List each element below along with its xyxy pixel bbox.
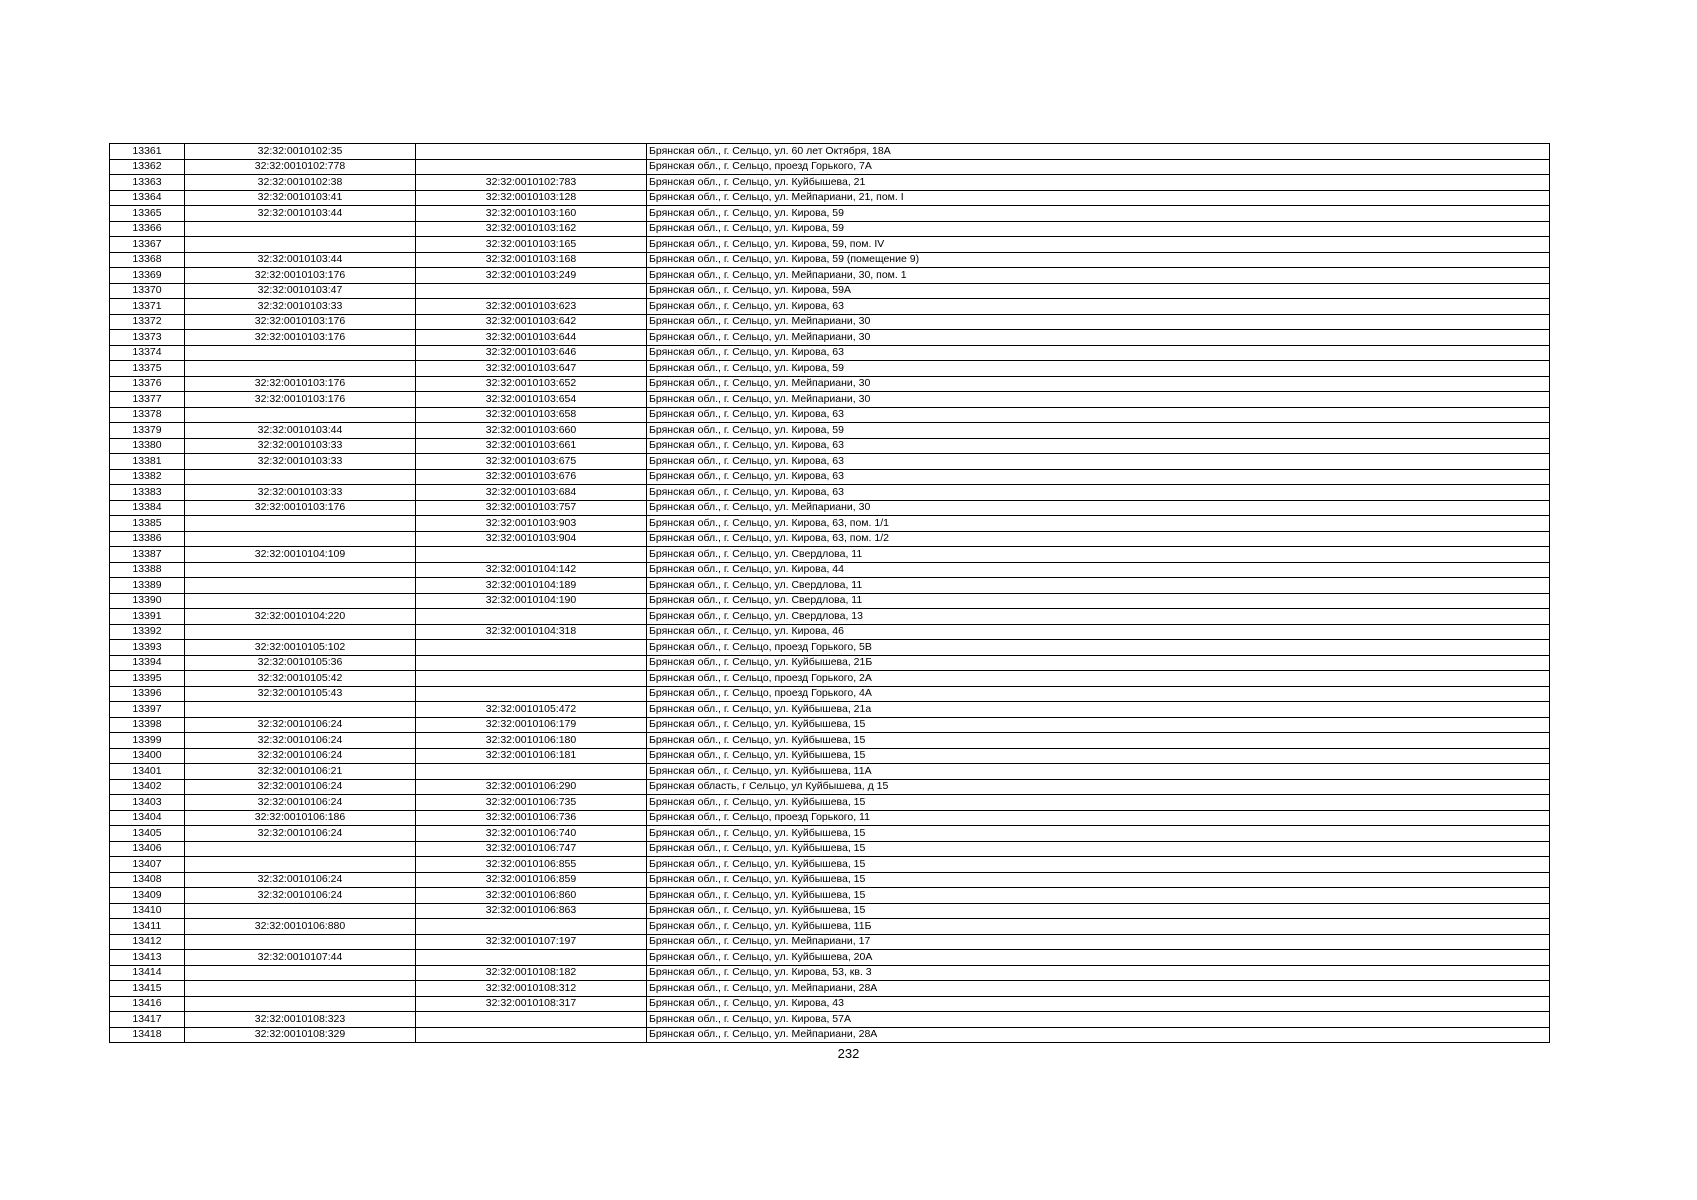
address-cell: Брянская обл., г. Сельцо, проезд Горького, 4А [647, 686, 1550, 702]
record-number-cell: 13389 [110, 578, 185, 594]
address-cell: Брянская обл., г. Сельцо, проезд Горького, 11 [647, 810, 1550, 826]
address-cell: Брянская обл., г. Сельцо, ул. Кирова, 59 (помещение 9) [647, 252, 1550, 268]
address-cell: Брянская обл., г. Сельцо, ул. Кирова, 53, кв. 3 [647, 965, 1550, 981]
parcel-cadastral-number-cell: 32:32:0010108:329 [185, 1027, 416, 1043]
object-cadastral-number-cell: 32:32:0010103:904 [416, 531, 647, 547]
object-cadastral-number-cell: 32:32:0010103:757 [416, 500, 647, 516]
parcel-cadastral-number-cell: 32:32:0010106:24 [185, 872, 416, 888]
table-row [110, 779, 1550, 795]
parcel-cadastral-number-cell: 32:32:0010106:24 [185, 795, 416, 811]
address-cell: Брянская обл., г. Сельцо, ул. Куйбышева, 15 [647, 888, 1550, 904]
parcel-cadastral-number-cell: 32:32:0010108:323 [185, 1012, 416, 1028]
object-cadastral-number-cell [416, 547, 647, 563]
address-cell: Брянская обл., г. Сельцо, ул. Куйбышева, 15 [647, 857, 1550, 873]
table-row [110, 686, 1550, 702]
address-cell: Брянская обл., г. Сельцо, ул. Куйбышева, 15 [647, 733, 1550, 749]
table-row [110, 981, 1550, 997]
table-row [110, 934, 1550, 950]
parcel-cadastral-number-cell: 32:32:0010103:33 [185, 485, 416, 501]
record-number-cell: 13414 [110, 965, 185, 981]
record-number-cell: 13379 [110, 423, 185, 439]
record-number-cell: 13405 [110, 826, 185, 842]
parcel-cadastral-number-cell: 32:32:0010102:778 [185, 159, 416, 175]
address-cell: Брянская обл., г. Сельцо, ул. Куйбышева, 20А [647, 950, 1550, 966]
parcel-cadastral-number-cell: 32:32:0010106:24 [185, 748, 416, 764]
address-cell: Брянская обл., г. Сельцо, ул. Куйбышева, 15 [647, 795, 1550, 811]
parcel-cadastral-number-cell [185, 857, 416, 873]
object-cadastral-number-cell [416, 609, 647, 625]
record-number-cell: 13380 [110, 438, 185, 454]
table-row [110, 345, 1550, 361]
object-cadastral-number-cell: 32:32:0010108:182 [416, 965, 647, 981]
parcel-cadastral-number-cell: 32:32:0010103:33 [185, 299, 416, 315]
parcel-cadastral-number-cell [185, 702, 416, 718]
address-cell: Брянская обл., г. Сельцо, ул. Мейпариани, 30 [647, 392, 1550, 408]
address-cell: Брянская обл., г. Сельцо, ул. Куйбышева, 15 [647, 903, 1550, 919]
parcel-cadastral-number-cell: 32:32:0010105:42 [185, 671, 416, 687]
address-cell: Брянская обл., г. Сельцо, ул. Кирова, 44 [647, 562, 1550, 578]
table-row [110, 190, 1550, 206]
object-cadastral-number-cell: 32:32:0010108:312 [416, 981, 647, 997]
parcel-cadastral-number-cell: 32:32:0010105:102 [185, 640, 416, 656]
parcel-cadastral-number-cell: 32:32:0010103:33 [185, 438, 416, 454]
address-cell: Брянская обл., г. Сельцо, ул. Кирова, 63 [647, 407, 1550, 423]
parcel-cadastral-number-cell: 32:32:0010103:44 [185, 423, 416, 439]
address-cell: Брянская обл., г. Сельцо, ул. 60 лет Октября, 18А [647, 144, 1550, 160]
object-cadastral-number-cell: 32:32:0010106:181 [416, 748, 647, 764]
table-row [110, 299, 1550, 315]
record-number-cell: 13418 [110, 1027, 185, 1043]
table-row [110, 624, 1550, 640]
address-cell: Брянская обл., г. Сельцо, ул. Мейпариани, 21, пом. I [647, 190, 1550, 206]
table-row [110, 671, 1550, 687]
record-number-cell: 13397 [110, 702, 185, 718]
parcel-cadastral-number-cell: 32:32:0010103:41 [185, 190, 416, 206]
record-number-cell: 13412 [110, 934, 185, 950]
table-row [110, 1027, 1550, 1043]
table-row [110, 516, 1550, 532]
record-number-cell: 13402 [110, 779, 185, 795]
table-row [110, 547, 1550, 563]
address-cell: Брянская обл., г. Сельцо, ул. Мейпариани, 30 [647, 500, 1550, 516]
record-number-cell: 13409 [110, 888, 185, 904]
record-number-cell: 13394 [110, 655, 185, 671]
object-cadastral-number-cell: 32:32:0010106:736 [416, 810, 647, 826]
table-row [110, 485, 1550, 501]
table-row [110, 996, 1550, 1012]
address-cell: Брянская обл., г. Сельцо, ул. Кирова, 46 [647, 624, 1550, 640]
page-number: 232 [837, 1046, 860, 1061]
object-cadastral-number-cell: 32:32:0010104:190 [416, 593, 647, 609]
parcel-cadastral-number-cell [185, 469, 416, 485]
record-number-cell: 13373 [110, 330, 185, 346]
object-cadastral-number-cell: 32:32:0010103:642 [416, 314, 647, 330]
address-cell: Брянская обл., г. Сельцо, ул. Куйбышева, 21 [647, 175, 1550, 191]
address-cell: Брянская обл., г. Сельцо, ул. Куйбышева, 11А [647, 764, 1550, 780]
table-row [110, 469, 1550, 485]
table-row [110, 500, 1550, 516]
address-cell: Брянская обл., г. Сельцо, ул. Мейпариани, 28А [647, 1027, 1550, 1043]
address-cell: Брянская обл., г. Сельцо, проезд Горького, 7А [647, 159, 1550, 175]
record-number-cell: 13401 [110, 764, 185, 780]
address-cell: Брянская обл., г. Сельцо, ул. Куйбышева, 15 [647, 872, 1550, 888]
record-number-cell: 13403 [110, 795, 185, 811]
record-number-cell: 13375 [110, 361, 185, 377]
object-cadastral-number-cell: 32:32:0010106:747 [416, 841, 647, 857]
table-row [110, 965, 1550, 981]
parcel-cadastral-number-cell: 32:32:0010106:24 [185, 826, 416, 842]
record-number-cell: 13395 [110, 671, 185, 687]
parcel-cadastral-number-cell [185, 531, 416, 547]
table-row [110, 268, 1550, 284]
address-cell: Брянская область, г Сельцо, ул Куйбышева, д 15 [647, 779, 1550, 795]
object-cadastral-number-cell: 32:32:0010105:472 [416, 702, 647, 718]
object-cadastral-number-cell: 32:32:0010106:290 [416, 779, 647, 795]
table-row [110, 795, 1550, 811]
record-number-cell: 13385 [110, 516, 185, 532]
parcel-cadastral-number-cell [185, 221, 416, 237]
parcel-cadastral-number-cell [185, 237, 416, 253]
record-number-cell: 13411 [110, 919, 185, 935]
parcel-cadastral-number-cell: 32:32:0010103:44 [185, 252, 416, 268]
object-cadastral-number-cell [416, 764, 647, 780]
parcel-cadastral-number-cell: 32:32:0010106:24 [185, 717, 416, 733]
parcel-cadastral-number-cell: 32:32:0010103:176 [185, 376, 416, 392]
object-cadastral-number-cell: 32:32:0010103:684 [416, 485, 647, 501]
parcel-cadastral-number-cell: 32:32:0010103:47 [185, 283, 416, 299]
table-row [110, 593, 1550, 609]
table-row [110, 888, 1550, 904]
object-cadastral-number-cell: 32:32:0010106:740 [416, 826, 647, 842]
record-number-cell: 13417 [110, 1012, 185, 1028]
table-row [110, 903, 1550, 919]
object-cadastral-number-cell [416, 1012, 647, 1028]
object-cadastral-number-cell [416, 144, 647, 160]
record-number-cell: 13390 [110, 593, 185, 609]
address-cell: Брянская обл., г. Сельцо, ул. Свердлова, 11 [647, 547, 1550, 563]
record-number-cell: 13361 [110, 144, 185, 160]
record-number-cell: 13391 [110, 609, 185, 625]
object-cadastral-number-cell: 32:32:0010103:652 [416, 376, 647, 392]
address-cell: Брянская обл., г. Сельцо, ул. Свердлова, 13 [647, 609, 1550, 625]
table-row [110, 438, 1550, 454]
table-row [110, 609, 1550, 625]
address-cell: Брянская обл., г. Сельцо, ул. Куйбышева, 15 [647, 826, 1550, 842]
table-row [110, 655, 1550, 671]
parcel-cadastral-number-cell: 32:32:0010106:21 [185, 764, 416, 780]
record-number-cell: 13392 [110, 624, 185, 640]
table-row [110, 857, 1550, 873]
address-cell: Брянская обл., г. Сельцо, ул. Кирова, 63 [647, 438, 1550, 454]
table-row [110, 578, 1550, 594]
address-cell: Брянская обл., г. Сельцо, ул. Мейпариани, 17 [647, 934, 1550, 950]
table-row [110, 454, 1550, 470]
address-cell: Брянская обл., г. Сельцо, ул. Кирова, 43 [647, 996, 1550, 1012]
record-number-cell: 13377 [110, 392, 185, 408]
record-number-cell: 13388 [110, 562, 185, 578]
parcel-cadastral-number-cell [185, 965, 416, 981]
parcel-cadastral-number-cell: 32:32:0010106:186 [185, 810, 416, 826]
address-cell: Брянская обл., г. Сельцо, ул. Кирова, 63 [647, 469, 1550, 485]
parcel-cadastral-number-cell: 32:32:0010103:176 [185, 500, 416, 516]
record-number-cell: 13366 [110, 221, 185, 237]
object-cadastral-number-cell: 32:32:0010103:658 [416, 407, 647, 423]
table-row [110, 640, 1550, 656]
parcel-cadastral-number-cell: 32:32:0010104:109 [185, 547, 416, 563]
address-cell: Брянская обл., г. Сельцо, ул. Мейпариани, 30, пом. 1 [647, 268, 1550, 284]
object-cadastral-number-cell [416, 950, 647, 966]
address-cell: Брянская обл., г. Сельцо, ул. Мейпариани, 30 [647, 314, 1550, 330]
address-cell: Брянская обл., г. Сельцо, ул. Кирова, 57А [647, 1012, 1550, 1028]
record-number-cell: 13376 [110, 376, 185, 392]
table-row [110, 810, 1550, 826]
object-cadastral-number-cell [416, 1027, 647, 1043]
parcel-cadastral-number-cell: 32:32:0010104:220 [185, 609, 416, 625]
record-number-cell: 13404 [110, 810, 185, 826]
parcel-cadastral-number-cell: 32:32:0010103:44 [185, 206, 416, 222]
record-number-cell: 13384 [110, 500, 185, 516]
record-number-cell: 13407 [110, 857, 185, 873]
object-cadastral-number-cell [416, 655, 647, 671]
parcel-cadastral-number-cell: 32:32:0010102:35 [185, 144, 416, 160]
record-number-cell: 13410 [110, 903, 185, 919]
parcel-cadastral-number-cell [185, 562, 416, 578]
table-row [110, 1012, 1550, 1028]
address-cell: Брянская обл., г. Сельцо, ул. Кирова, 63, пом. 1/1 [647, 516, 1550, 532]
object-cadastral-number-cell [416, 919, 647, 935]
record-number-cell: 13365 [110, 206, 185, 222]
object-cadastral-number-cell [416, 283, 647, 299]
record-number-cell: 13362 [110, 159, 185, 175]
address-cell: Брянская обл., г. Сельцо, ул. Кирова, 59 [647, 221, 1550, 237]
address-cell: Брянская обл., г. Сельцо, ул. Кирова, 63, пом. 1/2 [647, 531, 1550, 547]
parcel-cadastral-number-cell: 32:32:0010103:176 [185, 314, 416, 330]
object-cadastral-number-cell: 32:32:0010103:654 [416, 392, 647, 408]
object-cadastral-number-cell: 32:32:0010103:903 [416, 516, 647, 532]
table-row [110, 330, 1550, 346]
parcel-cadastral-number-cell: 32:32:0010106:880 [185, 919, 416, 935]
table-row [110, 175, 1550, 191]
parcel-cadastral-number-cell: 32:32:0010102:38 [185, 175, 416, 191]
object-cadastral-number-cell [416, 640, 647, 656]
parcel-cadastral-number-cell [185, 516, 416, 532]
address-cell: Брянская обл., г. Сельцо, ул. Мейпариани, 30 [647, 376, 1550, 392]
address-cell: Брянская обл., г. Сельцо, ул. Кирова, 63 [647, 345, 1550, 361]
record-number-cell: 13369 [110, 268, 185, 284]
object-cadastral-number-cell: 32:32:0010106:860 [416, 888, 647, 904]
record-number-cell: 13368 [110, 252, 185, 268]
record-number-cell: 13408 [110, 872, 185, 888]
object-cadastral-number-cell [416, 159, 647, 175]
address-cell: Брянская обл., г. Сельцо, ул. Кирова, 63 [647, 299, 1550, 315]
record-number-cell: 13415 [110, 981, 185, 997]
object-cadastral-number-cell: 32:32:0010108:317 [416, 996, 647, 1012]
parcel-cadastral-number-cell: 32:32:0010105:43 [185, 686, 416, 702]
parcel-cadastral-number-cell [185, 407, 416, 423]
table-row [110, 764, 1550, 780]
record-number-cell: 13386 [110, 531, 185, 547]
table-row [110, 376, 1550, 392]
address-cell: Брянская обл., г. Сельцо, ул. Куйбышева, 15 [647, 717, 1550, 733]
record-number-cell: 13374 [110, 345, 185, 361]
object-cadastral-number-cell: 32:32:0010102:783 [416, 175, 647, 191]
address-cell: Брянская обл., г. Сельцо, ул. Кирова, 59 [647, 206, 1550, 222]
address-cell: Брянская обл., г. Сельцо, ул. Куйбышева, 11Б [647, 919, 1550, 935]
table-row [110, 159, 1550, 175]
table-row [110, 531, 1550, 547]
record-number-cell: 13370 [110, 283, 185, 299]
parcel-cadastral-number-cell [185, 361, 416, 377]
record-number-cell: 13372 [110, 314, 185, 330]
table-row [110, 919, 1550, 935]
parcel-cadastral-number-cell: 32:32:0010106:24 [185, 888, 416, 904]
parcel-cadastral-number-cell: 32:32:0010106:24 [185, 733, 416, 749]
record-number-cell: 13387 [110, 547, 185, 563]
address-cell: Брянская обл., г. Сельцо, ул. Кирова, 59 [647, 361, 1550, 377]
address-cell: Брянская обл., г. Сельцо, ул. Свердлова, 11 [647, 578, 1550, 594]
table-row [110, 702, 1550, 718]
record-number-cell: 13378 [110, 407, 185, 423]
table-row [110, 361, 1550, 377]
parcel-cadastral-number-cell: 32:32:0010103:176 [185, 268, 416, 284]
record-number-cell: 13400 [110, 748, 185, 764]
table-row [110, 252, 1550, 268]
address-cell: Брянская обл., г. Сельцо, ул. Кирова, 59, пом. IV [647, 237, 1550, 253]
object-cadastral-number-cell: 32:32:0010104:318 [416, 624, 647, 640]
table-row [110, 826, 1550, 842]
address-cell: Брянская обл., г. Сельцо, ул. Куйбышева, 21Б [647, 655, 1550, 671]
parcel-cadastral-number-cell: 32:32:0010105:36 [185, 655, 416, 671]
address-cell: Брянская обл., г. Сельцо, ул. Кирова, 59 [647, 423, 1550, 439]
register-table-body [110, 144, 1550, 1043]
record-number-cell: 13371 [110, 299, 185, 315]
table-row [110, 314, 1550, 330]
table-row [110, 283, 1550, 299]
table-row [110, 423, 1550, 439]
table-row [110, 733, 1550, 749]
object-cadastral-number-cell [416, 671, 647, 687]
record-number-cell: 13363 [110, 175, 185, 191]
record-number-cell: 13399 [110, 733, 185, 749]
parcel-cadastral-number-cell [185, 841, 416, 857]
record-number-cell: 13381 [110, 454, 185, 470]
table-row [110, 221, 1550, 237]
record-number-cell: 13383 [110, 485, 185, 501]
address-cell: Брянская обл., г. Сельцо, ул. Мейпариани, 30 [647, 330, 1550, 346]
object-cadastral-number-cell: 32:32:0010107:197 [416, 934, 647, 950]
address-cell: Брянская обл., г. Сельцо, ул. Куйбышева, 15 [647, 748, 1550, 764]
record-number-cell: 13413 [110, 950, 185, 966]
address-cell: Брянская обл., г. Сельцо, ул. Кирова, 63 [647, 485, 1550, 501]
object-cadastral-number-cell [416, 686, 647, 702]
object-cadastral-number-cell: 32:32:0010103:623 [416, 299, 647, 315]
object-cadastral-number-cell: 32:32:0010104:189 [416, 578, 647, 594]
object-cadastral-number-cell: 32:32:0010103:647 [416, 361, 647, 377]
record-number-cell: 13382 [110, 469, 185, 485]
table-row [110, 841, 1550, 857]
property-register-table [109, 143, 1550, 1043]
table-row [110, 237, 1550, 253]
table-row [110, 392, 1550, 408]
record-number-cell: 13416 [110, 996, 185, 1012]
object-cadastral-number-cell: 32:32:0010103:661 [416, 438, 647, 454]
object-cadastral-number-cell: 32:32:0010103:165 [416, 237, 647, 253]
parcel-cadastral-number-cell: 32:32:0010103:176 [185, 392, 416, 408]
parcel-cadastral-number-cell [185, 996, 416, 1012]
object-cadastral-number-cell: 32:32:0010104:142 [416, 562, 647, 578]
table-row [110, 562, 1550, 578]
parcel-cadastral-number-cell: 32:32:0010106:24 [185, 779, 416, 795]
table-row [110, 407, 1550, 423]
record-number-cell: 13398 [110, 717, 185, 733]
record-number-cell: 13396 [110, 686, 185, 702]
address-cell: Брянская обл., г. Сельцо, ул. Кирова, 59А [647, 283, 1550, 299]
address-cell: Брянская обл., г. Сельцо, проезд Горького, 2А [647, 671, 1550, 687]
object-cadastral-number-cell: 32:32:0010106:859 [416, 872, 647, 888]
object-cadastral-number-cell: 32:32:0010106:179 [416, 717, 647, 733]
table-row [110, 206, 1550, 222]
parcel-cadastral-number-cell [185, 578, 416, 594]
parcel-cadastral-number-cell: 32:32:0010103:33 [185, 454, 416, 470]
parcel-cadastral-number-cell [185, 624, 416, 640]
parcel-cadastral-number-cell [185, 345, 416, 361]
record-number-cell: 13364 [110, 190, 185, 206]
address-cell: Брянская обл., г. Сельцо, ул. Кирова, 63 [647, 454, 1550, 470]
object-cadastral-number-cell: 32:32:0010106:855 [416, 857, 647, 873]
record-number-cell: 13406 [110, 841, 185, 857]
address-cell: Брянская обл., г. Сельцо, проезд Горького, 5В [647, 640, 1550, 656]
parcel-cadastral-number-cell [185, 934, 416, 950]
object-cadastral-number-cell: 32:32:0010103:676 [416, 469, 647, 485]
object-cadastral-number-cell: 32:32:0010103:128 [416, 190, 647, 206]
address-cell: Брянская обл., г. Сельцо, ул. Куйбышева, 21а [647, 702, 1550, 718]
table-row [110, 748, 1550, 764]
record-number-cell: 13367 [110, 237, 185, 253]
table-row [110, 717, 1550, 733]
object-cadastral-number-cell: 32:32:0010103:675 [416, 454, 647, 470]
object-cadastral-number-cell: 32:32:0010103:168 [416, 252, 647, 268]
address-cell: Брянская обл., г. Сельцо, ул. Куйбышева, 15 [647, 841, 1550, 857]
object-cadastral-number-cell: 32:32:0010106:735 [416, 795, 647, 811]
object-cadastral-number-cell: 32:32:0010103:644 [416, 330, 647, 346]
parcel-cadastral-number-cell: 32:32:0010103:176 [185, 330, 416, 346]
object-cadastral-number-cell: 32:32:0010103:162 [416, 221, 647, 237]
table-row [110, 950, 1550, 966]
object-cadastral-number-cell: 32:32:0010103:660 [416, 423, 647, 439]
object-cadastral-number-cell: 32:32:0010103:249 [416, 268, 647, 284]
table-row [110, 872, 1550, 888]
object-cadastral-number-cell: 32:32:0010103:160 [416, 206, 647, 222]
address-cell: Брянская обл., г. Сельцо, ул. Свердлова, 11 [647, 593, 1550, 609]
object-cadastral-number-cell: 32:32:0010106:180 [416, 733, 647, 749]
address-cell: Брянская обл., г. Сельцо, ул. Мейпариани, 28А [647, 981, 1550, 997]
parcel-cadastral-number-cell [185, 981, 416, 997]
parcel-cadastral-number-cell: 32:32:0010107:44 [185, 950, 416, 966]
object-cadastral-number-cell: 32:32:0010106:863 [416, 903, 647, 919]
record-number-cell: 13393 [110, 640, 185, 656]
parcel-cadastral-number-cell [185, 903, 416, 919]
parcel-cadastral-number-cell [185, 593, 416, 609]
object-cadastral-number-cell: 32:32:0010103:646 [416, 345, 647, 361]
table-row [110, 144, 1550, 160]
